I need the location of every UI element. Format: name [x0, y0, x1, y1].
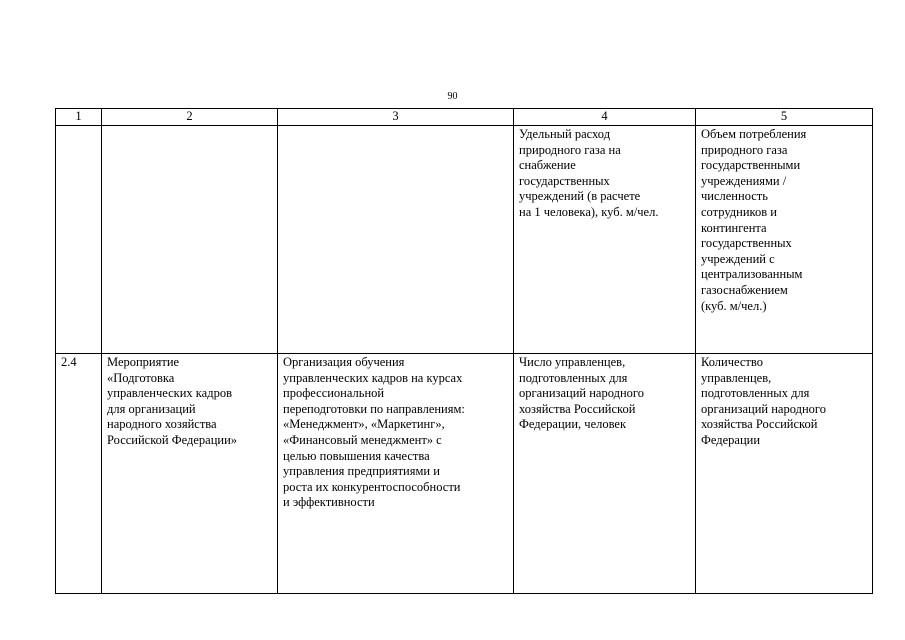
column-header-3: 3 — [278, 109, 514, 126]
measure-content-cell — [278, 354, 514, 594]
indicator-name-cell — [514, 126, 696, 354]
column-header-2: 2 — [102, 109, 278, 126]
calculation-method-cell — [696, 354, 873, 594]
column-header-1: 1 — [56, 109, 102, 126]
indicator-table — [55, 108, 873, 594]
measure-content-cell — [278, 126, 514, 354]
indicator-name: Число управленцев, подготовленных для организаций народного хозяйства Российской Федерации, человек — [519, 355, 644, 432]
indicator-name-cell — [514, 354, 696, 594]
row-number: 2.4 — [61, 355, 77, 369]
row-number-cell — [56, 354, 102, 594]
table-header — [56, 109, 873, 126]
measure-content: Организация обучения управленческих кадров на курсах профессиональной переподготовки по направлениям: «Менеджмент», «Маркетинг», «Финансовый менеджмент» с целью повышения качества управления предприятиями и роста их конкурентоспособности и эффективности — [283, 355, 465, 510]
table-row — [56, 126, 873, 354]
measure-name-cell — [102, 126, 278, 354]
calculation-method: Количество управленцев, подготовленных для организаций народного хозяйства Российской Федерации — [701, 355, 826, 447]
calculation-method-cell — [696, 126, 873, 354]
header-row — [56, 109, 873, 126]
indicator-name: Удельный расход природного газа на снабжение государственных учреждений (в расчете на 1 человека), куб. м/чел. — [519, 127, 659, 219]
row-number-cell — [56, 126, 102, 354]
measure-name: Мероприятие «Подготовка управленческих кадров для организаций народного хозяйства Российской Федерации» — [107, 355, 238, 447]
column-header-5: 5 — [696, 109, 873, 126]
table-row — [56, 354, 873, 594]
calculation-method: Объем потребления природного газа государственными учреждениями / численность сотрудников и контингента государственных учреждений с централизованным газоснабжением (куб. м/чел.) — [701, 127, 807, 313]
column-header-4: 4 — [514, 109, 696, 126]
page-number: 90 — [447, 91, 458, 102]
measure-name-cell — [102, 354, 278, 594]
table-body — [56, 126, 873, 594]
